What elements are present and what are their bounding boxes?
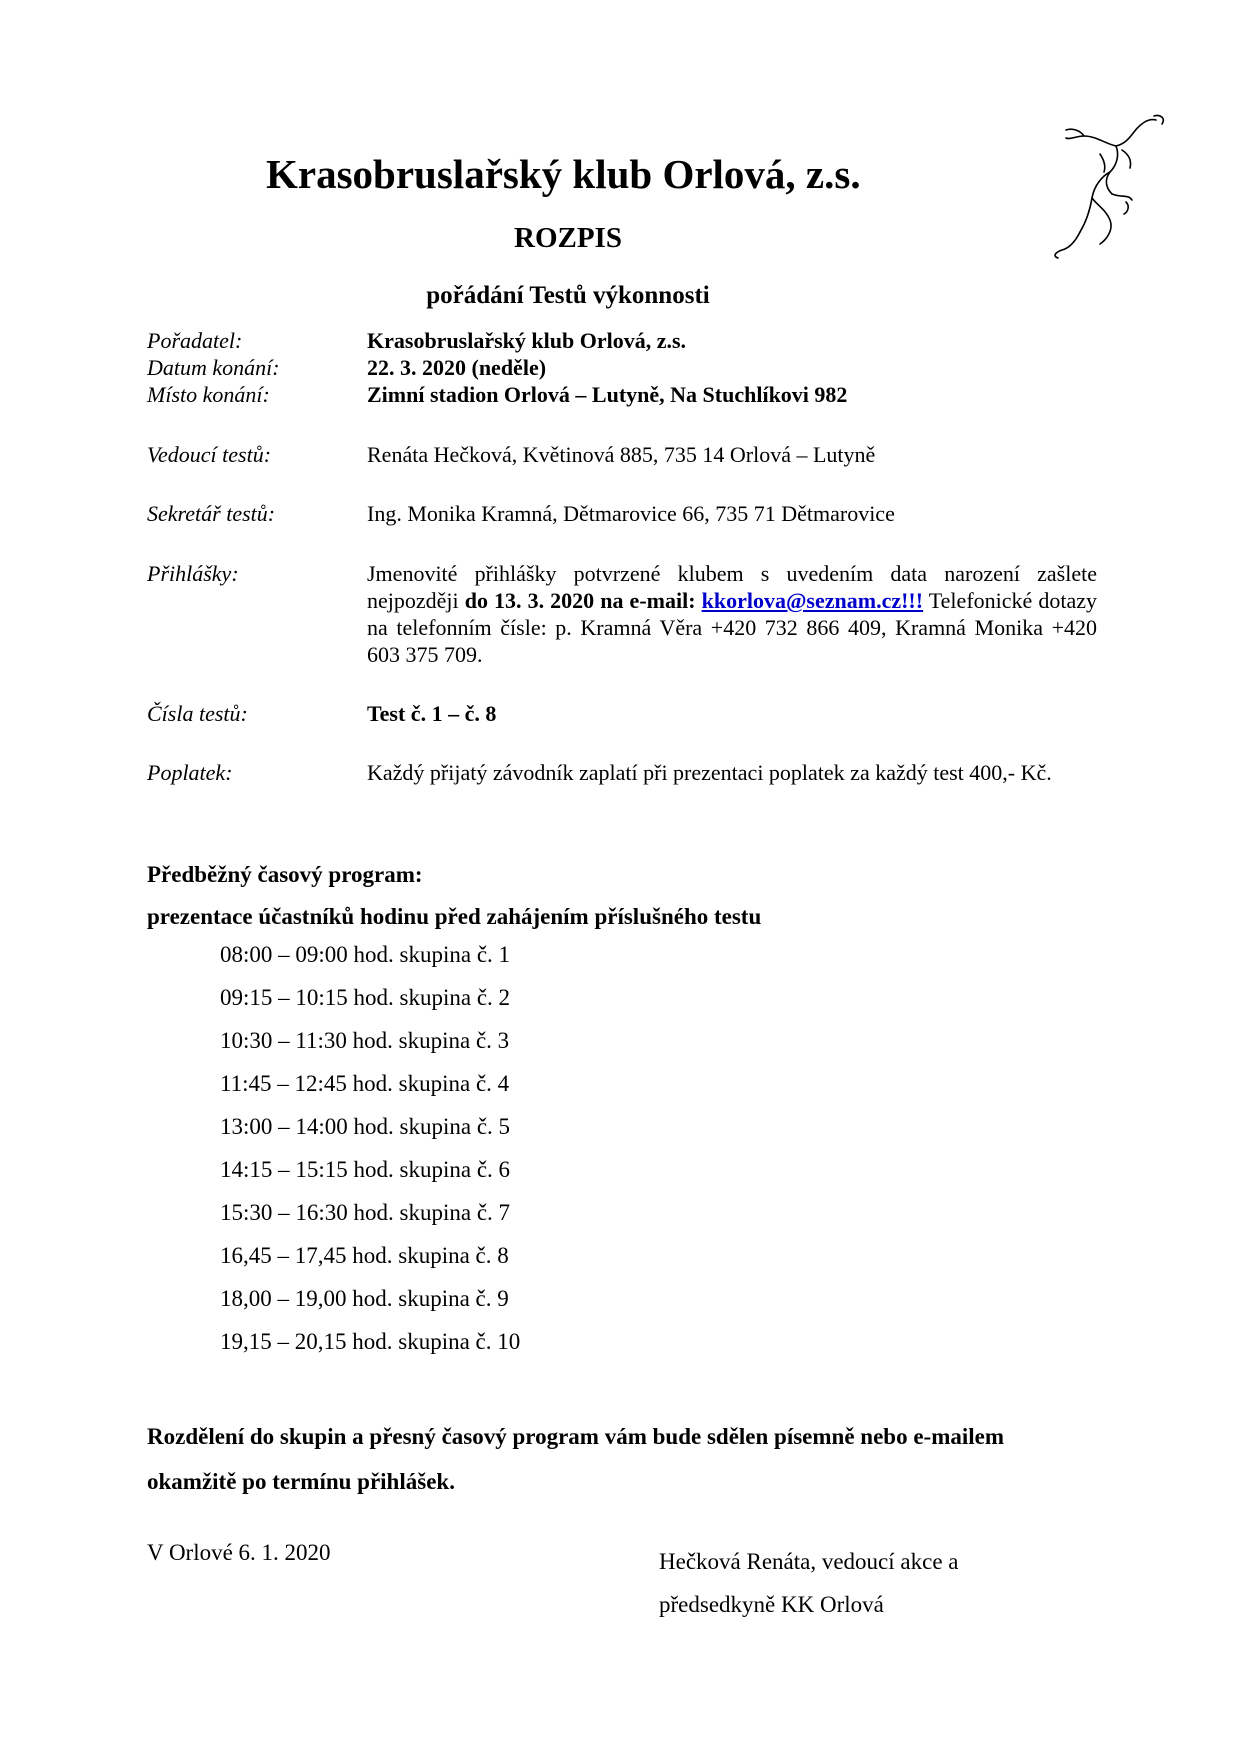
schedule-item: 13:00 – 14:00 hod. skupina č. 5 bbox=[220, 1114, 511, 1139]
email-link[interactable]: kkorlova@seznam.cz!!! bbox=[701, 588, 924, 613]
schedule-item: 11:45 – 12:45 hod. skupina č. 4 bbox=[220, 1071, 510, 1096]
schedule-item: 16,45 – 17,45 hod. skupina č. 8 bbox=[220, 1243, 509, 1268]
tests-value: Test č. 1 – č. 8 bbox=[367, 701, 497, 726]
leader-label: Vedoucí testů: bbox=[147, 442, 272, 467]
applications-deadline: do 13. 3. 2020 na e-mail: bbox=[464, 588, 702, 613]
tests-label: Čísla testů: bbox=[147, 701, 248, 726]
place-value: Zimní stadion Orlová – Lutyně, Na Stuchlíkovi 982 bbox=[367, 382, 848, 407]
leader-value: Renáta Hečková, Květinová 885, 735 14 Orlová – Lutyně bbox=[367, 442, 876, 467]
schedule-item: 14:15 – 15:15 hod. skupina č. 6 bbox=[220, 1157, 511, 1182]
place-date: V Orlové 6. 1. 2020 bbox=[147, 1540, 331, 1565]
applications-label: Přihlášky: bbox=[147, 561, 239, 586]
schedule-heading: Předběžný časový program: bbox=[147, 862, 423, 887]
signature-block bbox=[659, 1540, 958, 1626]
schedule-item: 09:15 – 10:15 hod. skupina č. 2 bbox=[220, 985, 511, 1010]
signature-line-1: Hečková Renáta, vedoucí akce a bbox=[659, 1549, 959, 1574]
document-subheading: pořádání Testů výkonnosti bbox=[426, 282, 710, 309]
schedule-item: 08:00 – 09:00 hod. skupina č. 1 bbox=[220, 942, 511, 967]
secretary-label: Sekretář testů: bbox=[147, 501, 276, 526]
applications-phone-text: Telefonické dotazy na telefonním čísle: p. Kramná Věra +420 732 866 409, Kramná Monika +420 603 375 709. bbox=[367, 588, 1097, 667]
secretary-value: Ing. Monika Kramná, Dětmarovice 66, 735 71 Dětmarovice bbox=[367, 501, 895, 526]
signature-line-2: předsedkyně KK Orlová bbox=[659, 1592, 884, 1617]
organizer-label: Pořadatel: bbox=[147, 328, 243, 353]
schedule-list bbox=[220, 940, 520, 1370]
applications-value bbox=[367, 560, 1097, 668]
schedule-item: 18,00 – 19,00 hod. skupina č. 9 bbox=[220, 1286, 509, 1311]
date-value: 22. 3. 2020 (neděle) bbox=[367, 355, 547, 380]
place-label: Místo konání: bbox=[147, 382, 270, 407]
date-label: Datum konání: bbox=[147, 355, 280, 380]
schedule-item: 10:30 – 11:30 hod. skupina č. 3 bbox=[220, 1028, 510, 1053]
document-heading: ROZPIS bbox=[514, 222, 622, 254]
schedule-item: 19,15 – 20,15 hod. skupina č. 10 bbox=[220, 1329, 521, 1354]
schedule-subheading: prezentace účastníků hodinu před zahájením příslušného testu bbox=[147, 904, 762, 929]
club-title: Krasobruslařský klub Orlová, z.s. bbox=[266, 151, 861, 197]
organizer-value: Krasobruslařský klub Orlová, z.s. bbox=[367, 328, 687, 353]
fee-value: Každý přijatý závodník zaplatí při prezentaci poplatek za každý test 400,- Kč. bbox=[367, 760, 1052, 785]
schedule-item: 15:30 – 16:30 hod. skupina č. 7 bbox=[220, 1200, 511, 1225]
fee-label: Poplatek: bbox=[147, 760, 233, 785]
applications-text: Jmenovité přihlášky potvrzené klubem s uvedením data narození zašlete nejpozději bbox=[367, 561, 1097, 613]
groups-note: Rozdělení do skupin a přesný časový program vám bude sdělen písemně nebo e-mailem okamžitě po termínu přihlášek. bbox=[147, 1424, 1005, 1494]
